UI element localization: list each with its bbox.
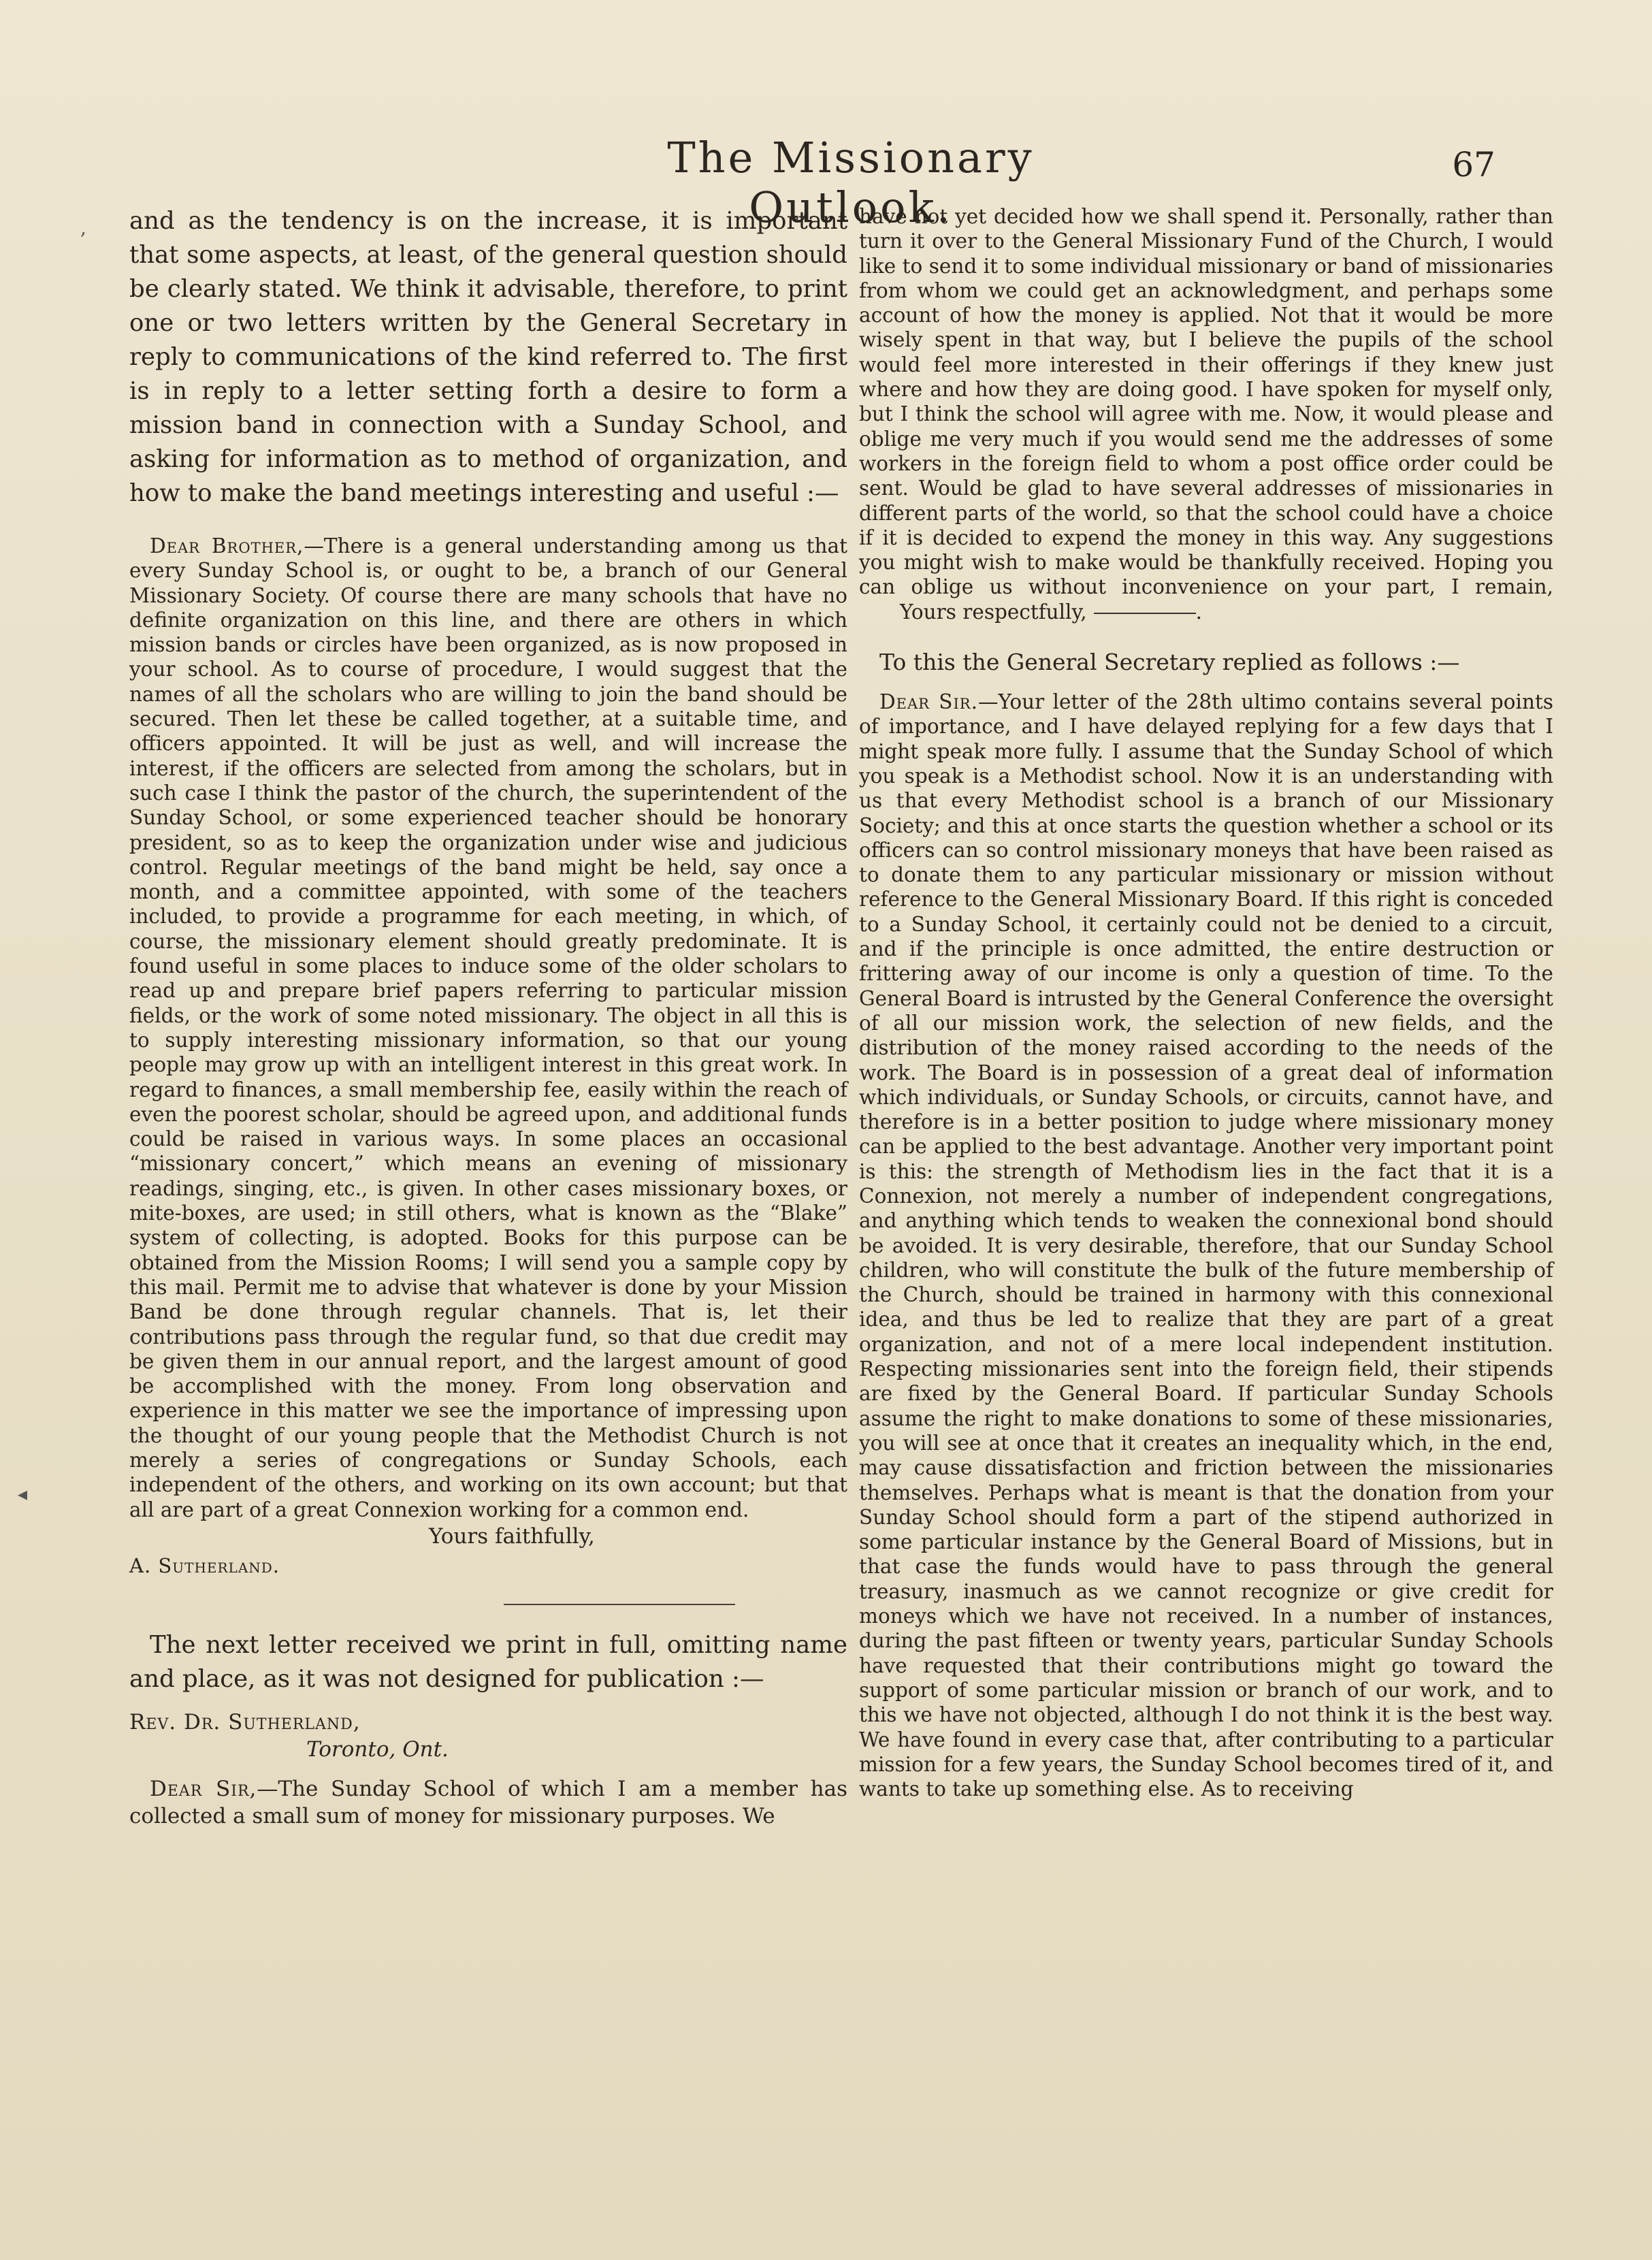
intro-paragraph: and as the tendency is on the increase, it is important that some aspects, at least, of the general question should be clearly stated. We think it advisable, therefore, to print one or two letters written by the General Secretary in reply to communications of the kind referred to. The first is in reply to a letter setting forth a desire to form a mission band in connection with a Sunday School, and asking for information as to method of organization, and how to make the band meetings interesting and useful :— <box>129 207 847 507</box>
address-place: Toronto, Ont. <box>306 1737 449 1762</box>
running-title: The Missionary Outlook. <box>667 133 1035 232</box>
letter-2-continued: have not yet decided how we shall spend it. Personally, rather than turn it over to the General Missionary Fund of the Church, I would like to send it to some individual missionary or band of missionaries from whom we could get an acknowledgment, and perhaps some account of how the money is applied. Not that it would be more wisely spent in that way, but I believe the pupils of the school would feel more interested in their offerings if they knew just where and how they are doing good. I have spoken for myself only, but I think the school will agree with me. Now, it would please and oblige me very much if you would send me the addresses of some workers in the foreign field to whom a post office order could be sent. Would be glad to have several addresses of missionaries in different parts of the world, so that the school could have a choice if it is decided to expend the money in this way. Any suggestions you might wish to make would be thankfully received. Hoping you can oblige us without inconvenience on your part, I remain, Yours respectfully, . <box>859 205 1553 624</box>
letter-1 <box>129 534 847 1522</box>
page-number: 67 <box>1452 145 1495 184</box>
reply-letter <box>859 690 1553 1801</box>
omitted-signature-line <box>1094 613 1196 614</box>
letter-1-closing: Yours faithfully, <box>429 1523 595 1549</box>
page-header <box>0 133 1652 232</box>
reply-salutation: Dear Sir. <box>879 690 978 714</box>
margin-arrow-mark: ◂ <box>18 1483 28 1505</box>
reply-body: —Your letter of the 28th ultimo contains several points of importance, and I have delayed replying for a few days that I might speak more fully. I assume that the Sunday School of which you speak is a Methodist school. Now it is an understanding with us that every Methodist school is a branch of our Missionary Society; and this at once starts the question whether a school or its officers can so control missionary moneys that have been raised as to donate them to any particular missionary or mission without reference to the General Missionary Board. If this right is conceded to a Sunday School, it certainly could not be denied to a circuit, and if the principle is once admitted, the entire destruction or frittering away of our income is only a question of time. To the General Board is intrusted by the General Conference the oversight of all our mission work, the selection of new fields, and the distribution of the money raised according to the needs of the work. The Board is in possession of a great deal of information which individuals, or Sunday Schools, or circuits, cannot have, and therefore is in a better position to judge where missionary money can be applied to the best advantage. Another very important point is this: the strength of Methodism lies in the fact that it is a Connexion, not merely a number of independent congregations, and anything which tends to weaken the connexional bond should be avoided. It is very desirable, therefore, that our Sunday School children, who will constitute the bulk of the future membership of the Church, should be trained in harmony with this connexional idea, and thus be led to realize that they are part of a great organization, and not of a mere local independent institution. Respecting missionaries sent into the foreign field, their stipends are fixed by the General Board. If particular Sunday Schools assume the right to make donations to some of these missionaries, you will see at once that it creates an inequality which, in the end, may cause dissatisfaction and friction between the missionaries themselves. Perhaps what is meant is that the donation from your Sunday School should form a part of the stipend authorized in some particular instance by the General Board of Missions, but in that case the funds would have to pass through the general treasury, inasmuch as we cannot recognize or give credit for moneys which we have not received. In a number of instances, during the past fifteen or twenty years, particular Sunday Schools have requested that their contributions might go toward the support of some particular mission or branch of our work, and to this we have not objected, although I do not think it is the best way. We have found in every case that, after contributing to a particular mission for a few years, the Sunday School becomes tired of it, and wants to take up something else. As to receiving <box>859 690 1553 1801</box>
letter-2-closing: Yours respectfully, <box>900 600 1087 624</box>
margin-tick-mark: , <box>80 216 86 239</box>
left-column <box>129 204 847 2260</box>
next-letter-intro: The next letter received we print in full, omitting name and place, as it was not designed for publication :— <box>129 1630 847 1693</box>
letter-1-signature: A. Sutherland. <box>129 1553 280 1577</box>
address-name: Rev. Dr. Sutherland, <box>129 1709 361 1734</box>
reply-intro: To this the General Secretary replied as follows :— <box>879 649 1460 676</box>
right-column <box>859 204 1553 2260</box>
letter-2-salutation: Dear Sir, <box>150 1776 257 1801</box>
letter-2-start-body: —The Sunday School of which I am a member has collected a small sum of money for missionary purposes. We <box>129 1776 847 1828</box>
letter-1-body: —There is a general understanding among us that every Sunday School is, or ought to be, a branch of our General Missionary Society. Of course there are many schools that have no definite organization on this line, and there are others in which mission bands or circles have been organized, as is now proposed in your school. As to course of procedure, I would suggest that the names of all the scholars who are willing to join the band should be secured. Then let these be called together, at a suitable time, and officers appointed. It will be just as well, and will increase the interest, if the officers are selected from among the scholars, but in such case I think the pastor of the church, the superintendent of the Sunday School, or some experienced teacher should be honorary president, so as to keep the organization under wise and judicious control. Regular meetings of the band might be held, say once a month, and a committee appointed, with some of the teachers included, to provide a programme for each meeting, in which, of course, the missionary element should greatly predominate. It is found useful in some places to induce some of the older scholars to read up and prepare brief papers referring to particular mission fields, or the work of some noted missionary. The object in all this is to supply interesting missionary information, so that our young people may grow up with an intelligent interest in this great work. In regard to finances, a small membership fee, easily within the reach of even the poorest scholar, should be agreed upon, and additional funds could be raised in various ways. In some places an occasional “missionary concert,” which means an evening of missionary readings, singing, etc., is given. In other cases missionary boxes, or mite-boxes, are used; in still others, what is known as the “Blake” system of collecting, is adopted. Books for this purpose can be obtained from the Mission Rooms; I will send you a sample copy by this mail. Permit me to advise that whatever is done by your Mission Band be done through regular channels. That is, let their contributions pass through the regular fund, so that due credit may be given them in our annual report, and the largest amount of good be accomplished with the money. From long observation and experience in this matter we see the importance of impressing upon the thought of our young people that the Methodist Church is not merely a series of congregations or Sunday Schools, each independent of the others, and working on its own account; but that all are part of a great Connexion working for a common end. <box>129 534 847 1521</box>
section-divider <box>504 1604 735 1605</box>
letter-1-salutation: Dear Brother, <box>150 534 304 558</box>
letter-2-start <box>129 1775 847 1830</box>
letter-2-body: have not yet decided how we shall spend it. Personally, rather than turn it over to the General Missionary Fund of the Church, I would like to send it to some individual missionary or band of missionaries from whom we could get an acknowledgment, and perhaps some account of how the money is applied. Not that it would be more wisely spent in that way, but I believe the pupils of the school would feel more interested in their offerings if they knew just where and how they are doing good. I have spoken for myself only, but I think the school will agree with me. Now, it would please and oblige me very much if you would send me the addresses of some workers in the foreign field to whom a post office order could be sent. Would be glad to have several addresses of missionaries in different parts of the world, so that the school could have a choice if it is decided to expend the money in this way. Any suggestions you might wish to make would be thankfully received. Hoping you can oblige us without inconvenience on your part, I remain, <box>859 205 1553 599</box>
